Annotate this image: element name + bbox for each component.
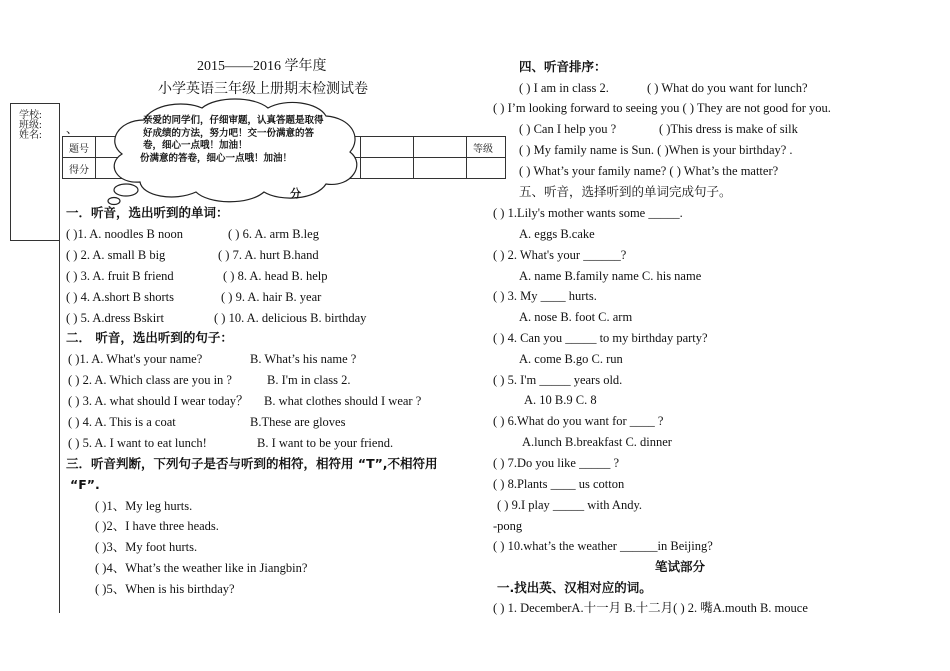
section-4-heading: 四、听音排序： (519, 59, 607, 74)
section-2-heading: 二． 听音，选出听到的句子： (66, 330, 233, 345)
list-item: B. I want to be your friend. (257, 436, 394, 450)
list-item: A. come B.go C. run (519, 352, 623, 366)
list-item: A. 10 B.9 C. 8 (524, 393, 597, 407)
list-item: ( ) 5. I'm _____ years old. (493, 373, 623, 387)
written-section-1-heading: 一.找出英、汉相对应的词。 (497, 580, 652, 595)
list-item: ( )4、What’s the weather like in Jiangbin? (95, 561, 308, 575)
score-cell (414, 137, 467, 158)
list-item: ( ) 7.Do you like _____ ? (493, 456, 620, 470)
list-item: ( )1. A. noodles B noon (66, 227, 184, 241)
student-info-box (10, 103, 60, 241)
list-item: ( ) 6. A. arm B.leg (228, 227, 319, 241)
list-item: A. name B.family name C. his name (519, 269, 702, 283)
list-item: -pong (493, 519, 523, 533)
score-cell (361, 158, 414, 179)
list-item: ( ) 3. A. what should I wear today？ (68, 394, 249, 408)
section-5-heading: 五、听音，选择听到的单词完成句子。 (519, 185, 732, 199)
grade-label: 等级 (467, 137, 506, 158)
list-item: ( ) 4. A.short B shorts (66, 290, 174, 304)
list-item: ( ) 2. What's your ______? (493, 248, 627, 262)
cloud-message (140, 115, 353, 165)
list-item: ( ) 4. A. This is a coat (68, 415, 176, 429)
section-1-heading: 一．听音，选出听到的单词： (66, 205, 229, 220)
list-item: ( ) 8. A. head B. help (223, 269, 328, 283)
list-item: ( )1、My leg hurts. (95, 499, 193, 513)
list-item: ( )3、My foot hurts. (95, 540, 198, 554)
score-table-row1-label: 题号 (63, 137, 96, 158)
section-3-heading: 三．听音判断，下列句子是否与听到的相符，相符用 “T”,不相符用 (66, 456, 438, 471)
list-item: ( ) 10. A. delicious B. birthday (214, 311, 367, 325)
cloud-line: 份满意的答卷，细心一点哦！加油！ (140, 152, 293, 164)
list-item: ( )1. A. What's your name? (68, 352, 203, 366)
list-item: ( ) 5. A.dress Bskirt (66, 311, 164, 325)
list-item: ( ) I’m looking forward to seeing you ( ) They are not good for you. (493, 101, 831, 115)
list-item: ( ) 4. Can you _____ to my birthday party? (493, 331, 708, 345)
list-item: A. nose B. foot C. arm (519, 310, 633, 324)
cloud-line: 卷，细心一点哦！加油！ (143, 140, 248, 151)
list-item: ( ) 7. A. hurt B.hand (218, 248, 319, 262)
tick-mark: 、 (66, 122, 79, 136)
partial-label: 分 (290, 187, 301, 200)
score-table-row2-label: 得分 (63, 158, 96, 179)
class-label: 班级: (19, 120, 42, 131)
list-item: B. what clothes should I wear ? (264, 394, 422, 408)
list-item: ( ) 6.What do you want for ____ ? (493, 414, 664, 428)
list-item: ( ) 1.Lily's mother wants some _____. (493, 206, 683, 220)
list-item: ( ) 3. My ____ hurts. (493, 289, 597, 303)
name-label: 姓名: (19, 130, 42, 141)
list-item: A.lunch B.breakfast C. dinner (522, 435, 672, 449)
list-item: ( ) Can I help you ? (519, 122, 617, 136)
list-item: ( ) What’s your family name? ( ) What’s the matter? (519, 164, 779, 178)
list-item: ( ) 2. A. Which class are you in ? (68, 373, 232, 387)
list-item: ( ) My family name is Sun. ( )When is your birthday? . (519, 143, 793, 157)
list-item: ( ) 9.I play _____ with Andy. (497, 498, 643, 512)
list-item: A. eggs B.cake (519, 227, 595, 241)
list-item: B.These are gloves (250, 415, 346, 429)
list-item: ( ) 5. A. I want to eat lunch! (68, 436, 207, 450)
list-item: ( ) What do you want for lunch? (647, 81, 808, 95)
list-item: B. I'm in class 2. (267, 373, 351, 387)
list-item: ( ) I am in class 2. (519, 81, 609, 95)
written-part-heading: 笔试部分 (655, 559, 706, 574)
list-item: ( ) 9. A. hair B. year (221, 290, 322, 304)
school-year: 2015——2016 学年度 (197, 59, 327, 74)
school-label: 学校: (19, 110, 42, 121)
score-cell (414, 158, 467, 179)
list-item: ( )2、I have three heads. (95, 519, 219, 533)
list-item: ( )5、When is his birthday? (95, 582, 235, 596)
list-item: ( ) 2. A. small B big (66, 248, 166, 262)
list-item: ( ) 3. A. fruit B friend (66, 269, 174, 283)
list-item: ( ) 8.Plants ____ us cotton (493, 477, 625, 491)
list-item: ( )This dress is make of silk (659, 122, 798, 136)
cloud-line: 亲爱的同学们，仔细审题，认真答题是取得 (143, 115, 324, 126)
grade-cell (467, 158, 506, 179)
list-item: B. What’s his name ? (250, 352, 357, 366)
list-item: ( ) 1. DecemberA.十一月 B.十二月( ) 2. 嘴A.mouth B. mouce (493, 601, 808, 615)
list-item: ( ) 10.what’s the weather ______in Beijing? (493, 539, 713, 553)
page-title: 小学英语三年级上册期末检测试卷 (158, 82, 368, 97)
score-cell (361, 137, 414, 158)
section-3-heading-cont: “F”. (70, 477, 100, 492)
cloud-line: 好成绩的方法，努力吧！交一份满意的答 (143, 127, 315, 139)
